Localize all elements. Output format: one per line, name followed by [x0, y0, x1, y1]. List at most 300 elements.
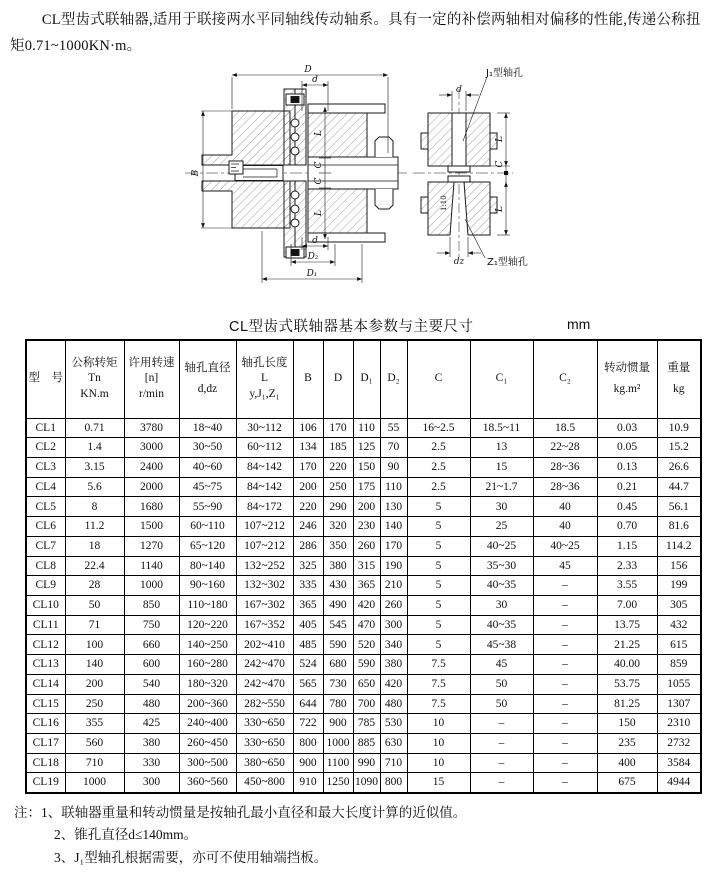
model-cell: CL8 — [26, 556, 65, 576]
table-row — [26, 714, 701, 734]
note-line-3: 3、J₁型轴孔根据需要，亦可不使用轴端挡板。 — [54, 849, 328, 865]
value-cell: 1000 — [65, 773, 124, 793]
z1-bore-label: Z₁型轴孔 — [487, 257, 528, 268]
value-cell: 380 — [380, 655, 407, 675]
value-cell: 30~112 — [236, 418, 293, 438]
value-cell: 107~212 — [236, 536, 293, 556]
intro-paragraph: CL型齿式联轴器,适用于联接两水平同轴线传动轴系。具有一定的补偿两轴相对偏移的性能,传递公称扭矩0.71~1000KN·m。 — [10, 12, 701, 54]
value-cell: 900 — [293, 753, 323, 773]
value-cell: 365 — [353, 576, 380, 596]
dim-label-B: B — [191, 169, 201, 177]
value-cell: 485 — [293, 635, 323, 655]
value-cell: 84~142 — [236, 457, 293, 477]
value-cell: 53.75 — [597, 674, 657, 694]
value-cell: 650 — [353, 674, 380, 694]
left-sleeve-lower — [202, 181, 290, 228]
value-cell: 630 — [380, 734, 407, 754]
value-cell: 7.5 — [407, 694, 470, 714]
table-title-row — [0, 313, 725, 339]
value-cell: 28~36 — [533, 477, 597, 497]
value-cell: 120~220 — [179, 615, 236, 635]
shaft-bolt-bottom — [375, 189, 393, 209]
value-cell: 3584 — [657, 753, 701, 773]
value-cell: 420 — [380, 674, 407, 694]
value-cell: 30~50 — [179, 438, 236, 458]
note-prefix: 注： — [14, 804, 41, 820]
value-cell: 60~110 — [179, 517, 236, 537]
value-cell: 710 — [380, 753, 407, 773]
value-cell: 520 — [353, 635, 380, 655]
value-cell: 22.4 — [65, 556, 124, 576]
value-cell: 1140 — [124, 556, 179, 576]
coupling-technical-drawing — [145, 61, 615, 295]
value-cell: 10.9 — [657, 418, 701, 438]
value-cell: 0.70 — [597, 517, 657, 537]
value-cell: 615 — [657, 635, 701, 655]
value-cell: 850 — [124, 595, 179, 615]
model-cell: CL3 — [26, 457, 65, 477]
column-header: C — [407, 340, 470, 418]
value-cell: 3.55 — [597, 576, 657, 596]
model-cell: CL16 — [26, 714, 65, 734]
value-cell: – — [533, 674, 597, 694]
value-cell: 355 — [65, 714, 124, 734]
value-cell: 167~302 — [236, 595, 293, 615]
value-cell: 107~212 — [236, 517, 293, 537]
table-row — [26, 576, 701, 596]
value-cell: 700 — [353, 694, 380, 714]
value-cell: 13 — [470, 438, 533, 458]
value-cell: – — [533, 694, 597, 714]
value-cell: 425 — [124, 714, 179, 734]
value-cell: 84~172 — [236, 497, 293, 517]
value-cell: 3780 — [124, 418, 179, 438]
value-cell: 1.4 — [65, 438, 124, 458]
value-cell: 10 — [407, 714, 470, 734]
dim-label-C-lower: C — [314, 177, 324, 185]
value-cell: 450~800 — [236, 773, 293, 793]
model-cell: CL2 — [26, 438, 65, 458]
value-cell: 202~410 — [236, 635, 293, 655]
value-cell: 660 — [124, 635, 179, 655]
model-cell: CL12 — [26, 635, 65, 655]
value-cell: 5 — [407, 556, 470, 576]
value-cell: 28 — [65, 576, 124, 596]
value-cell: 25 — [470, 517, 533, 537]
left-sleeve-upper — [202, 111, 290, 165]
value-cell: 45~75 — [179, 477, 236, 497]
value-cell: 480 — [380, 694, 407, 714]
value-cell: 260 — [353, 536, 380, 556]
table-row — [26, 595, 701, 615]
value-cell: 7.5 — [407, 674, 470, 694]
model-cell: CL10 — [26, 595, 65, 615]
table-row — [26, 635, 701, 655]
value-cell: 167~352 — [236, 615, 293, 635]
value-cell: 400 — [597, 753, 657, 773]
j1-hub-left — [428, 113, 452, 166]
value-cell: 45~38 — [470, 635, 533, 655]
value-cell: 10 — [407, 753, 470, 773]
table-row — [26, 536, 701, 556]
j1-hub-right — [466, 113, 490, 166]
right-sleeve-top-cap — [308, 104, 385, 113]
value-cell: 170 — [323, 418, 353, 438]
value-cell: 0.13 — [597, 457, 657, 477]
model-cell: CL7 — [26, 536, 65, 556]
value-cell: 130 — [380, 497, 407, 517]
value-cell: 26.6 — [657, 457, 701, 477]
value-cell: 340 — [380, 635, 407, 655]
model-cell: CL1 — [26, 418, 65, 438]
value-cell: 0.03 — [597, 418, 657, 438]
column-header: D₂ — [380, 340, 407, 418]
value-cell: 185 — [323, 438, 353, 458]
value-cell: 5 — [407, 517, 470, 537]
value-cell: – — [470, 753, 533, 773]
value-cell: 335 — [293, 576, 323, 596]
value-cell: 325 — [293, 556, 323, 576]
value-cell: 1270 — [124, 536, 179, 556]
column-header: D — [323, 340, 353, 418]
value-cell: 1500 — [124, 517, 179, 537]
value-cell: 0.45 — [597, 497, 657, 517]
column-header: D₁ — [353, 340, 380, 418]
value-cell: 200 — [65, 674, 124, 694]
value-cell: 15 — [407, 773, 470, 793]
value-cell: 5 — [407, 615, 470, 635]
value-cell: 3000 — [124, 438, 179, 458]
value-cell: 30 — [470, 497, 533, 517]
value-cell: 800 — [380, 773, 407, 793]
value-cell: 1055 — [657, 674, 701, 694]
value-cell: 750 — [124, 615, 179, 635]
column-header: 许用转速 [n] r/min — [124, 340, 179, 418]
value-cell: 320 — [323, 517, 353, 537]
model-cell: CL4 — [26, 477, 65, 497]
value-cell: – — [470, 773, 533, 793]
value-cell: 330 — [124, 753, 179, 773]
value-cell: 2.33 — [597, 556, 657, 576]
value-cell: 56.1 — [657, 497, 701, 517]
value-cell: 40 — [533, 497, 597, 517]
value-cell: 360~560 — [179, 773, 236, 793]
value-cell: 0.71 — [65, 418, 124, 438]
table-row — [26, 556, 701, 576]
value-cell: – — [533, 734, 597, 754]
value-cell: 785 — [353, 714, 380, 734]
model-cell: CL18 — [26, 753, 65, 773]
model-cell: CL11 — [26, 615, 65, 635]
table-row — [26, 497, 701, 517]
value-cell: 40~25 — [533, 536, 597, 556]
z1-hub-right — [464, 182, 490, 235]
value-cell: 22~28 — [533, 438, 597, 458]
value-cell: 590 — [353, 655, 380, 675]
value-cell: – — [533, 595, 597, 615]
model-cell: CL19 — [26, 773, 65, 793]
dim-label-d-bottom: d — [312, 236, 318, 246]
value-cell: 710 — [65, 753, 124, 773]
value-cell: 35~30 — [470, 556, 533, 576]
value-cell: 60~112 — [236, 438, 293, 458]
value-cell: 40.00 — [597, 655, 657, 675]
value-cell: 2.5 — [407, 457, 470, 477]
value-cell: 71 — [65, 615, 124, 635]
value-cell: 5 — [407, 635, 470, 655]
model-cell: CL15 — [26, 694, 65, 714]
value-cell: 81.6 — [657, 517, 701, 537]
value-cell: 18~40 — [179, 418, 236, 438]
value-cell: 13.75 — [597, 615, 657, 635]
value-cell: 1000 — [124, 576, 179, 596]
right-sleeve-bottom-cap — [308, 233, 385, 242]
value-cell: – — [533, 655, 597, 675]
value-cell: 5 — [407, 595, 470, 615]
value-cell: 11.2 — [65, 517, 124, 537]
value-cell: 530 — [380, 714, 407, 734]
value-cell: 40~35 — [470, 576, 533, 596]
value-cell: 50 — [65, 595, 124, 615]
value-cell: 140 — [65, 655, 124, 675]
value-cell: 4944 — [657, 773, 701, 793]
value-cell: – — [533, 753, 597, 773]
value-cell: 2310 — [657, 714, 701, 734]
value-cell: 432 — [657, 615, 701, 635]
value-cell: 990 — [353, 753, 380, 773]
value-cell: 170 — [293, 457, 323, 477]
value-cell: 480 — [124, 694, 179, 714]
value-cell: 405 — [293, 615, 323, 635]
value-cell: 110 — [353, 418, 380, 438]
value-cell: 246 — [293, 517, 323, 537]
value-cell: 350 — [323, 536, 353, 556]
value-cell: 565 — [293, 674, 323, 694]
value-cell: 1307 — [657, 694, 701, 714]
value-cell: 545 — [323, 615, 353, 635]
table-row — [26, 734, 701, 754]
value-cell: 1680 — [124, 497, 179, 517]
model-cell: CL6 — [26, 517, 65, 537]
value-cell: – — [533, 615, 597, 635]
value-cell: 3.15 — [65, 457, 124, 477]
value-cell: 28~36 — [533, 457, 597, 477]
value-cell: 590 — [323, 635, 353, 655]
value-cell: 150 — [597, 714, 657, 734]
table-row — [26, 517, 701, 537]
value-cell: 242~470 — [236, 674, 293, 694]
value-cell: 21.25 — [597, 635, 657, 655]
dim-label-C-right: C — [495, 160, 505, 168]
value-cell: 900 — [323, 714, 353, 734]
value-cell: 885 — [353, 734, 380, 754]
value-cell: 5 — [407, 497, 470, 517]
value-cell: 780 — [323, 694, 353, 714]
value-cell: 524 — [293, 655, 323, 675]
value-cell: 0.21 — [597, 477, 657, 497]
value-cell: 5.6 — [65, 477, 124, 497]
dim-label-C-upper: C — [314, 161, 324, 169]
value-cell: 55 — [380, 418, 407, 438]
value-cell: 260~450 — [179, 734, 236, 754]
value-cell: 250 — [65, 694, 124, 714]
value-cell: 286 — [293, 536, 323, 556]
value-cell: 1250 — [323, 773, 353, 793]
value-cell: 50 — [470, 694, 533, 714]
value-cell: 18 — [65, 536, 124, 556]
value-cell: 10 — [407, 734, 470, 754]
value-cell: 235 — [597, 734, 657, 754]
value-cell: 330~650 — [236, 734, 293, 754]
value-cell: – — [533, 576, 597, 596]
value-cell: 380 — [124, 734, 179, 754]
value-cell: 40~25 — [470, 536, 533, 556]
value-cell: 1090 — [353, 773, 380, 793]
column-header: C₂ — [533, 340, 597, 418]
value-cell: 2400 — [124, 457, 179, 477]
column-header: 转动惯量 kg.m² — [597, 340, 657, 418]
value-cell: 675 — [597, 773, 657, 793]
column-header: 公称转矩 Tn KN.m — [65, 340, 124, 418]
value-cell: 859 — [657, 655, 701, 675]
value-cell: 84~142 — [236, 477, 293, 497]
value-cell: 18.5~11 — [470, 418, 533, 438]
value-cell: 125 — [353, 438, 380, 458]
column-header: 型 号 — [26, 340, 65, 418]
value-cell: 300~500 — [179, 753, 236, 773]
value-cell: 81.25 — [597, 694, 657, 714]
value-cell: – — [533, 635, 597, 655]
value-cell: 644 — [293, 694, 323, 714]
value-cell: 110~180 — [179, 595, 236, 615]
value-cell: 50 — [470, 674, 533, 694]
value-cell: 5 — [407, 576, 470, 596]
value-cell: 430 — [323, 576, 353, 596]
coupling-diagram-svg — [145, 61, 615, 295]
dim-label-L-right-bottom: L — [495, 206, 505, 212]
value-cell: 70 — [380, 438, 407, 458]
model-cell: CL5 — [26, 497, 65, 517]
value-cell: 600 — [124, 655, 179, 675]
value-cell: – — [470, 734, 533, 754]
value-cell: 1100 — [323, 753, 353, 773]
value-cell: 55~90 — [179, 497, 236, 517]
table-row — [26, 694, 701, 714]
value-cell: 170 — [380, 536, 407, 556]
value-cell: 380 — [323, 556, 353, 576]
value-cell: 800 — [293, 734, 323, 754]
table-header-row — [26, 340, 701, 418]
table-row — [26, 753, 701, 773]
value-cell: 730 — [323, 674, 353, 694]
value-cell: 305 — [657, 595, 701, 615]
value-cell: 180~320 — [179, 674, 236, 694]
table-row — [26, 773, 701, 793]
value-cell: 420 — [353, 595, 380, 615]
value-cell: 300 — [380, 615, 407, 635]
value-cell: 0.05 — [597, 438, 657, 458]
value-cell: 910 — [293, 773, 323, 793]
value-cell: 160~280 — [179, 655, 236, 675]
parameters-table — [25, 339, 702, 794]
value-cell: 190 — [380, 556, 407, 576]
value-cell: – — [470, 714, 533, 734]
j1-bore-label: J₁型轴孔 — [486, 68, 523, 79]
dim-label-D2: D₂ — [307, 252, 319, 262]
value-cell: 156 — [657, 556, 701, 576]
value-cell: 199 — [657, 576, 701, 596]
value-cell: 45 — [533, 556, 597, 576]
value-cell: 90 — [380, 457, 407, 477]
value-cell: 106 — [293, 418, 323, 438]
value-cell: 250 — [323, 477, 353, 497]
value-cell: 132~252 — [236, 556, 293, 576]
value-cell: 2000 — [124, 477, 179, 497]
value-cell: 30 — [470, 595, 533, 615]
table-title: CL型齿式联轴器基本参数与主要尺寸 — [229, 319, 474, 335]
model-cell: CL17 — [26, 734, 65, 754]
value-cell: 15 — [470, 457, 533, 477]
dim-label-d-top: d — [312, 75, 318, 85]
notes-block — [14, 802, 725, 870]
table-row — [26, 418, 701, 438]
dim-label-D: D — [304, 65, 312, 75]
value-cell: 45 — [470, 655, 533, 675]
value-cell: 40 — [533, 517, 597, 537]
column-header: B — [293, 340, 323, 418]
column-header: 轴孔长度 L y,J₁,Z₁ — [236, 340, 293, 418]
value-cell: 114.2 — [657, 536, 701, 556]
value-cell: 380~650 — [236, 753, 293, 773]
value-cell: 365 — [293, 595, 323, 615]
value-cell: 8 — [65, 497, 124, 517]
value-cell: 65~120 — [179, 536, 236, 556]
value-cell: 722 — [293, 714, 323, 734]
table-row — [26, 655, 701, 675]
table-row — [26, 615, 701, 635]
value-cell: 200 — [293, 477, 323, 497]
table-unit: mm — [567, 316, 591, 332]
value-cell: 200~360 — [179, 694, 236, 714]
value-cell: 1.15 — [597, 536, 657, 556]
value-cell: 40~35 — [470, 615, 533, 635]
table-row — [26, 477, 701, 497]
table-row — [26, 438, 701, 458]
column-header: 重量 kg — [657, 340, 701, 418]
note-line-2: 2、锥孔直径d≤140mm。 — [54, 827, 198, 843]
value-cell: 290 — [323, 497, 353, 517]
model-cell: CL9 — [26, 576, 65, 596]
value-cell: 540 — [124, 674, 179, 694]
value-cell: 132~302 — [236, 576, 293, 596]
model-cell: CL13 — [26, 655, 65, 675]
value-cell: 2732 — [657, 734, 701, 754]
dim-label-D1: D₁ — [306, 269, 318, 279]
value-cell: 80~140 — [179, 556, 236, 576]
value-cell: 300 — [124, 773, 179, 793]
model-cell: CL14 — [26, 674, 65, 694]
value-cell: 490 — [323, 595, 353, 615]
dim-label-dz: dz — [453, 257, 465, 267]
value-cell: – — [533, 714, 597, 734]
value-cell: 220 — [323, 457, 353, 477]
value-cell: 210 — [380, 576, 407, 596]
value-cell: 5 — [407, 536, 470, 556]
shaft-bolt-top — [375, 137, 393, 157]
value-cell: 240~400 — [179, 714, 236, 734]
value-cell: 140 — [380, 517, 407, 537]
value-cell: 330~650 — [236, 714, 293, 734]
